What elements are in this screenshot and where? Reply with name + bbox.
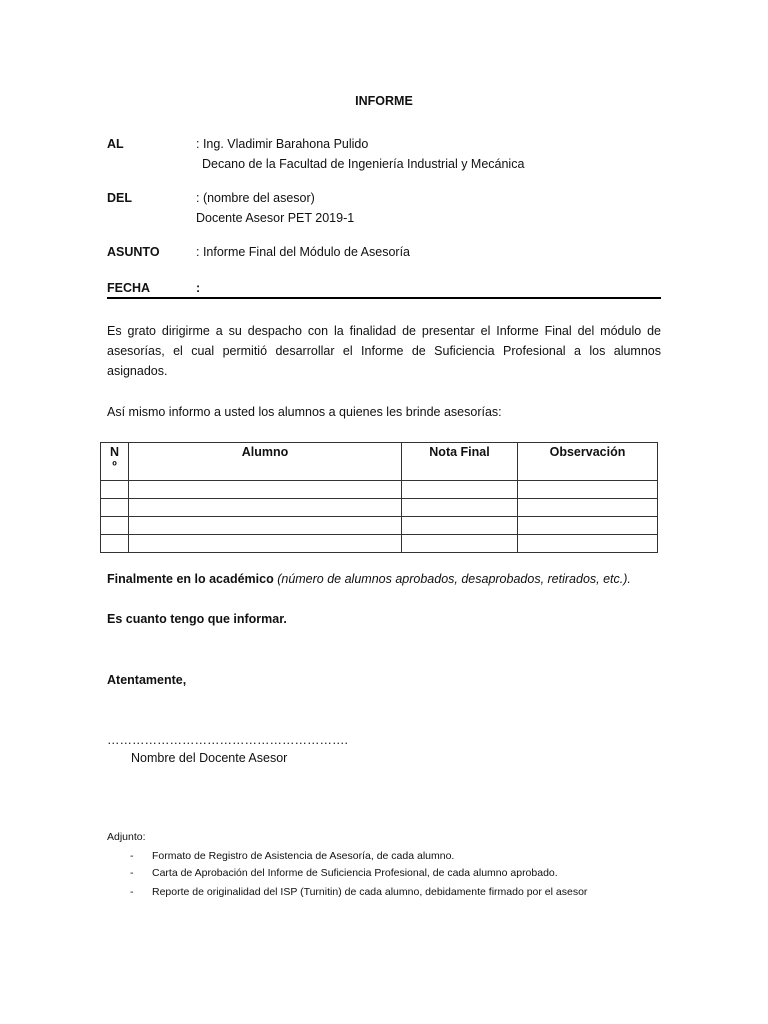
asunto-value: : Informe Final del Módulo de Asesoría xyxy=(196,245,411,259)
document-title: INFORME xyxy=(355,94,413,108)
del-value-line-1: : (nombre del asesor) xyxy=(196,191,315,205)
al-label: AL xyxy=(107,137,124,151)
del-label: DEL xyxy=(107,191,132,205)
al-value-line-1: : Ing. Vladimir Barahona Pulido xyxy=(196,137,369,151)
bullet-dash: - xyxy=(130,850,134,862)
table-cell[interactable] xyxy=(101,481,129,499)
del-value-line-2: Docente Asesor PET 2019-1 xyxy=(196,211,355,225)
table-cell[interactable] xyxy=(129,517,402,535)
academic-summary-hint: (número de alumnos aprobados, desaprobados, retirados, etc.). xyxy=(277,572,631,586)
attachments-label: Adjunto: xyxy=(107,831,146,843)
table-cell[interactable] xyxy=(129,499,402,517)
table-cell[interactable] xyxy=(402,535,518,553)
table-row xyxy=(101,517,658,535)
attachment-text: Formato de Registro de Asistencia de Asesoría, de cada alumno. xyxy=(152,850,455,862)
header-alumno: Alumno xyxy=(129,443,402,481)
students-table xyxy=(100,442,658,553)
header-nota-final: Nota Final xyxy=(402,443,518,481)
table-cell[interactable] xyxy=(129,481,402,499)
fecha-label: FECHA xyxy=(107,281,151,295)
bullet-dash: - xyxy=(130,886,134,898)
students-intro: Así mismo informo a usted los alumnos a quienes les brinde asesorías: xyxy=(107,405,502,419)
signature-name: Nombre del Docente Asesor xyxy=(131,751,288,765)
table-cell[interactable] xyxy=(101,499,129,517)
attachment-item xyxy=(130,850,454,862)
header-number xyxy=(101,443,129,481)
attachment-item xyxy=(130,886,587,898)
table-row xyxy=(101,535,658,553)
intro-paragraph: Es grato dirigirme a su despacho con la finalidad de presentar el Informe Final del módulo de asesorías, el cual permitió desarrollar el Informe de Suficiencia Profesional a los alumnos asignados. xyxy=(107,324,661,378)
salutation: Atentamente, xyxy=(107,673,187,687)
table-cell[interactable] xyxy=(101,535,129,553)
fecha-value: : xyxy=(196,281,201,295)
al-value-line-2: Decano de la Facultad de Ingeniería Industrial y Mecánica xyxy=(202,157,525,171)
table-row xyxy=(101,499,658,517)
table-cell[interactable] xyxy=(129,535,402,553)
attachment-item xyxy=(130,867,558,879)
table-cell[interactable] xyxy=(518,481,658,499)
header-number-o: º xyxy=(112,459,117,473)
table-cell[interactable] xyxy=(402,481,518,499)
academic-summary-lead: Finalmente en lo académico xyxy=(107,572,278,586)
academic-summary xyxy=(107,572,631,586)
closing-sentence: Es cuanto tengo que informar. xyxy=(107,612,287,626)
table-cell[interactable] xyxy=(518,517,658,535)
table-row xyxy=(101,481,658,499)
attachment-text: Carta de Aprobación del Informe de Suficiencia Profesional, de cada alumno aprobado. xyxy=(152,867,558,879)
asunto-label: ASUNTO xyxy=(107,245,160,259)
bullet-dash: - xyxy=(130,867,134,879)
table-cell[interactable] xyxy=(101,517,129,535)
table-cell[interactable] xyxy=(402,517,518,535)
attachment-text: Reporte de originalidad del ISP (Turnitin) de cada alumno, debidamente firmado por el asesor xyxy=(152,886,588,898)
header-number-n: N xyxy=(109,445,120,459)
signature-line: …………………………………………………. xyxy=(107,733,348,747)
header-divider xyxy=(107,297,661,299)
table-cell[interactable] xyxy=(402,499,518,517)
table-cell[interactable] xyxy=(518,535,658,553)
table-header-row xyxy=(101,443,658,481)
table-cell[interactable] xyxy=(518,499,658,517)
header-observacion: Observación xyxy=(518,443,658,481)
